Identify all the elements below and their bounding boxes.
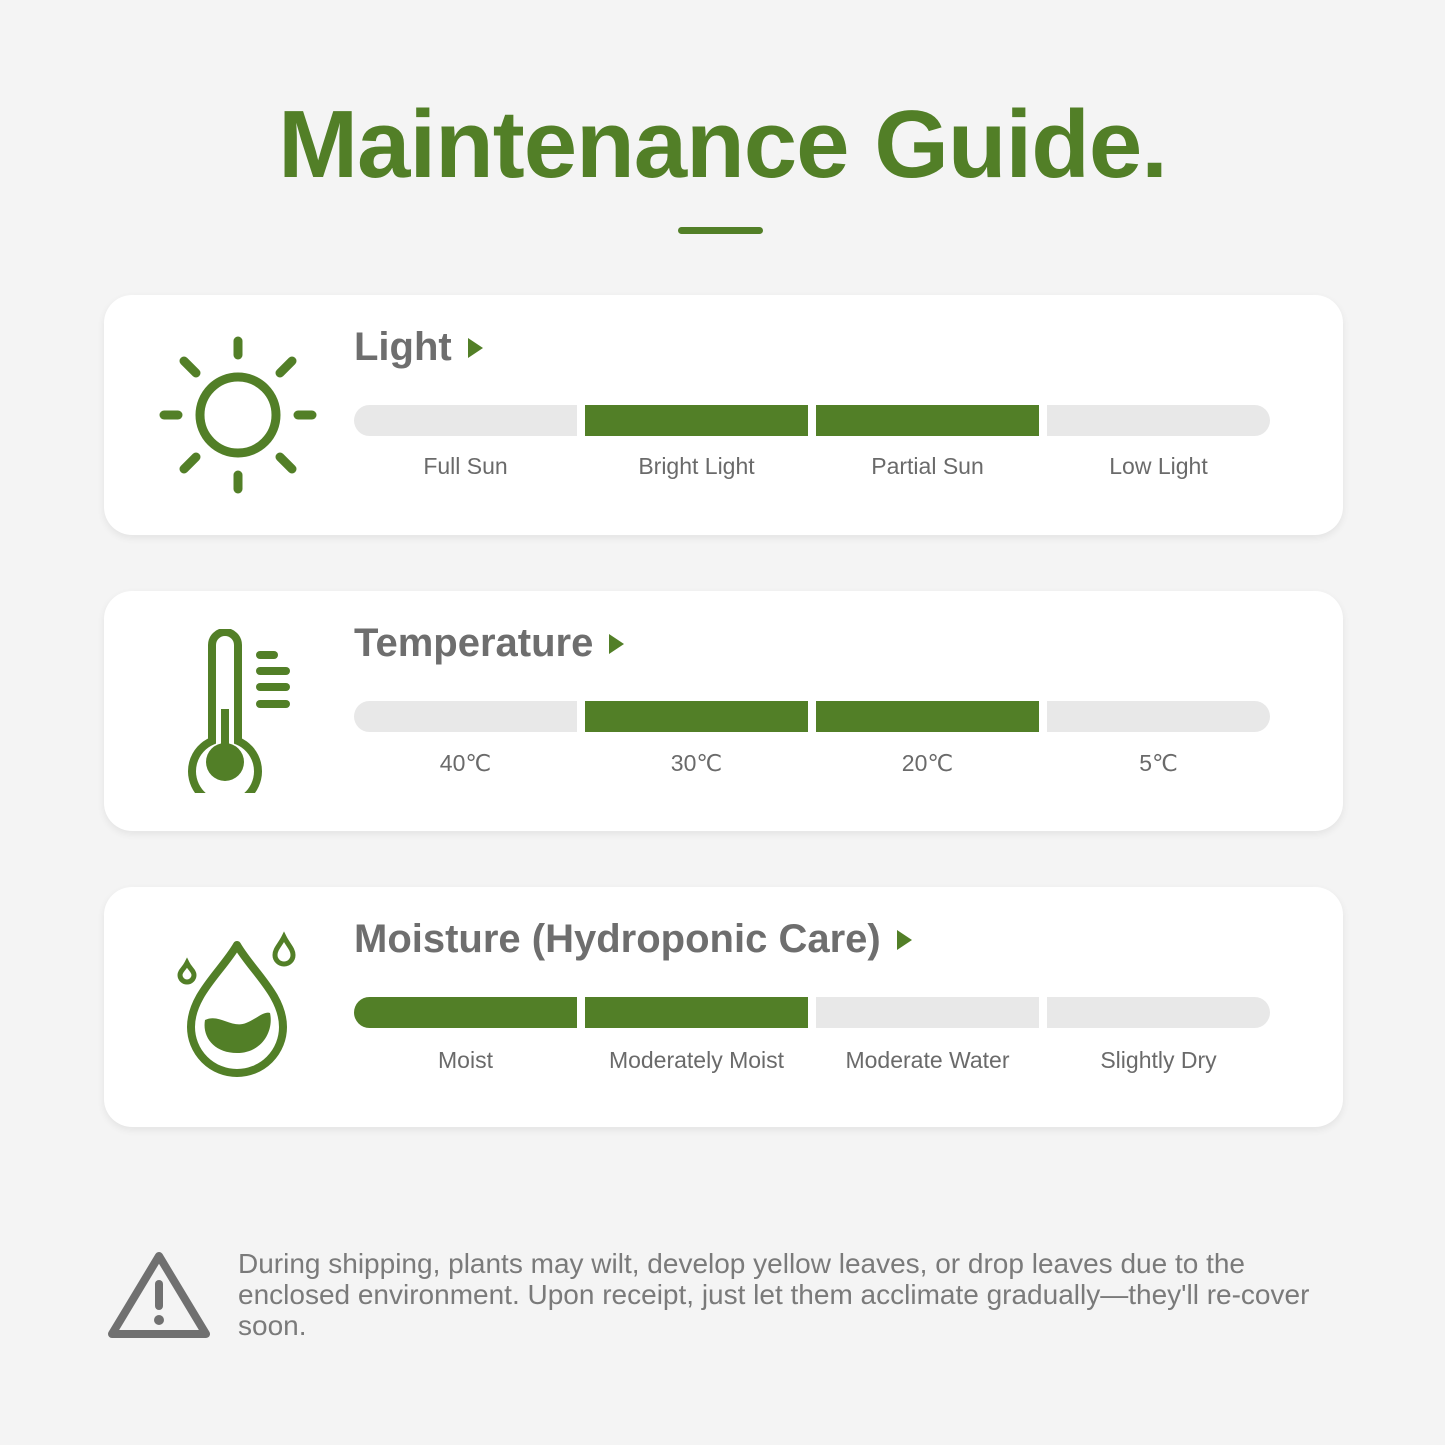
page-title: Maintenance Guide.	[278, 91, 1167, 198]
light-heading: Light	[354, 325, 483, 370]
light-card	[104, 295, 1343, 535]
moisture-segment-4	[1047, 997, 1270, 1028]
light-level-label: Bright Light	[638, 453, 755, 479]
moisture-scale-bar	[354, 997, 1270, 1028]
moisture-heading: Moisture (Hydroponic Care)	[354, 917, 912, 962]
warning-icon	[106, 1248, 212, 1344]
temperature-card	[104, 591, 1343, 831]
light-segment-2	[585, 405, 808, 436]
moisture-segment-3	[816, 997, 1039, 1028]
arrow-icon	[609, 634, 624, 654]
moisture-segment-1	[354, 997, 577, 1028]
light-level-label: Full Sun	[423, 453, 508, 479]
arrow-icon	[897, 930, 912, 950]
moisture-level-label: Slightly Dry	[1100, 1047, 1217, 1073]
light-segment-1	[354, 405, 577, 436]
temperature-segment-1	[354, 701, 577, 732]
title-divider	[678, 227, 763, 234]
moisture-level-label: Moderate Water	[845, 1047, 1010, 1073]
light-segment-4	[1047, 405, 1270, 436]
moisture-segment-2	[585, 997, 808, 1028]
light-scale-labels	[354, 453, 1270, 480]
temperature-segment-4	[1047, 701, 1270, 732]
arrow-icon	[468, 338, 483, 358]
thermometer-icon	[184, 629, 294, 793]
light-scale-bar	[354, 405, 1270, 436]
temperature-level-label: 30℃	[670, 750, 723, 776]
moisture-level-label: Moist	[438, 1047, 493, 1073]
light-level-label: Partial Sun	[871, 453, 984, 479]
temperature-heading: Temperature	[354, 621, 624, 666]
shipping-notice: During shipping, plants may wilt, develop yellow leaves, or drop leaves due to the enclosed environment. Upon receipt, just let them acclimate gradually—they'll re-cover soon.	[238, 1248, 1310, 1341]
temperature-level-label: 40℃	[439, 750, 492, 776]
temperature-segment-2	[585, 701, 808, 732]
temperature-scale-labels	[354, 750, 1270, 777]
moisture-scale-labels	[354, 1047, 1270, 1074]
sun-icon	[156, 333, 320, 497]
moisture-level-label: Moderately Moist	[608, 1047, 785, 1073]
temperature-level-label: 20℃	[901, 750, 954, 776]
temperature-segment-3	[816, 701, 1039, 732]
light-segment-3	[816, 405, 1039, 436]
light-level-label: Low Light	[1109, 453, 1208, 479]
temperature-level-label: 5℃	[1139, 750, 1178, 776]
moisture-card	[104, 887, 1343, 1127]
temperature-scale-bar	[354, 701, 1270, 732]
water-drop-icon	[174, 931, 304, 1081]
